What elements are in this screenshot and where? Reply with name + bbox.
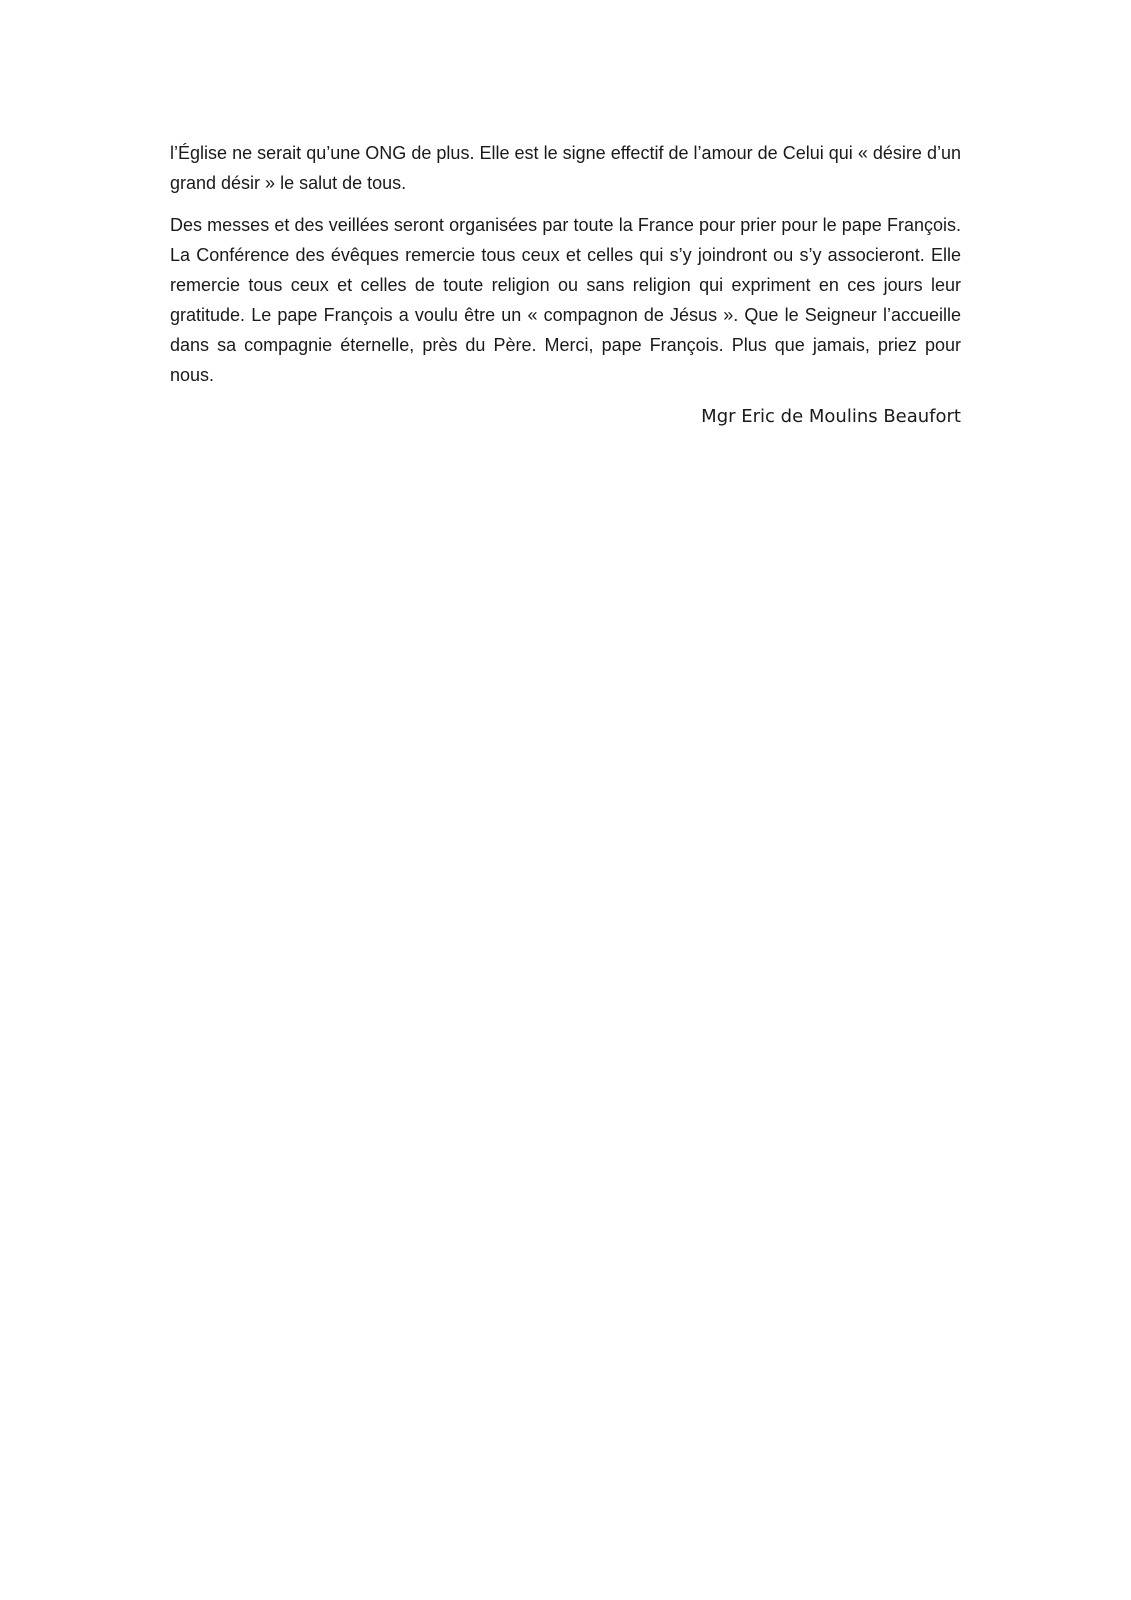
- paragraph-church-mission: l’Église ne serait qu’une ONG de plus. Elle est le signe effectif de l’amour de Celui qui « désire d’un grand désir » le salut de tous.: [170, 143, 961, 193]
- signature: Mgr Eric de Moulins Beaufort: [701, 406, 961, 427]
- paragraph-prayers-gratitude: Des messes et des veillées seront organisées par toute la France pour prier pour le pape François. La Conférence des évêques remercie tous ceux et celles qui s’y joindront ou s’y associeront. Elle remercie tous ceux et celles de toute religion ou sans religion qui expriment en ces jours leur gratitude. Le pape François a voulu être un « compagnon de Jésus ». Que le Seigneur l’accueille dans sa compagnie éternelle, près du Père. Merci, pape François. Plus que jamais, priez pour nous.: [170, 215, 961, 385]
- document-body: [170, 138, 961, 432]
